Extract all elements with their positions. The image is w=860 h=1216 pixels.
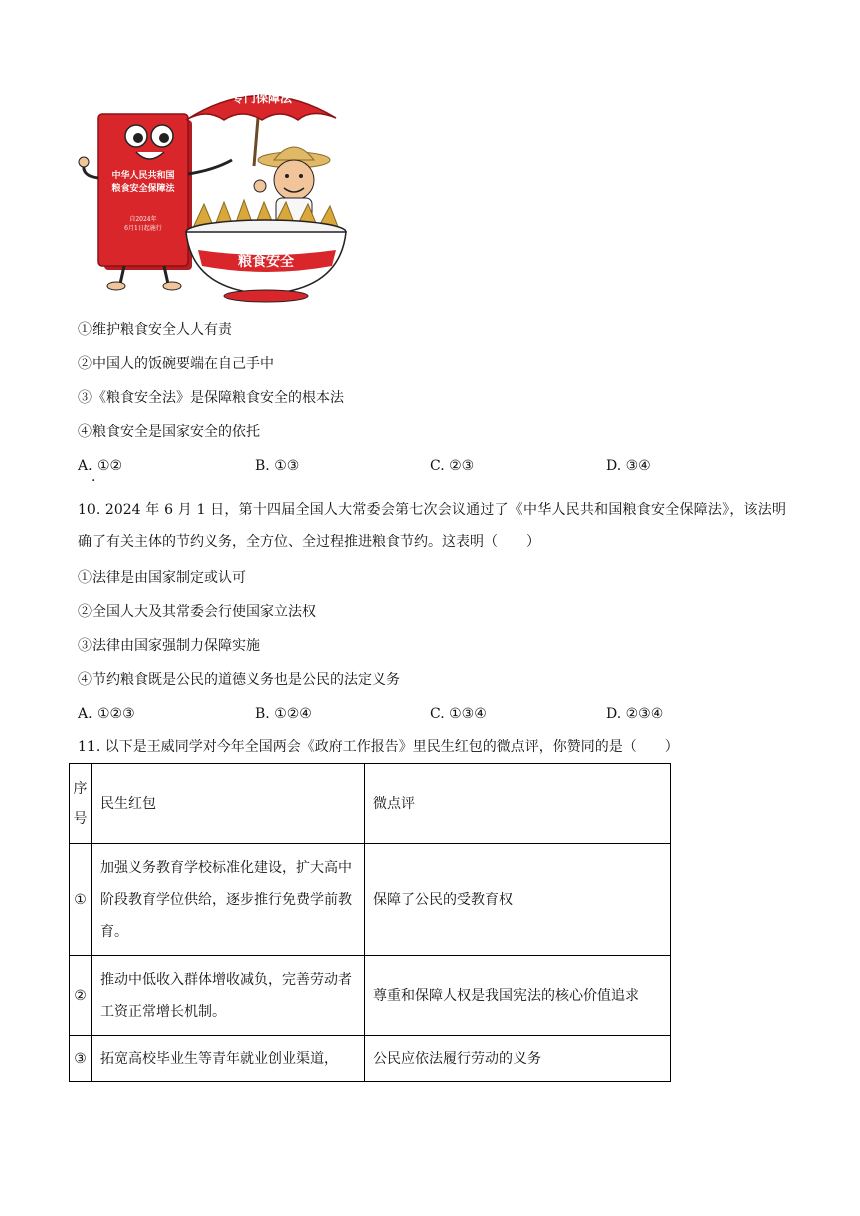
q11-table <box>69 763 671 1082</box>
bowl-text: 粮食安全 <box>238 254 294 270</box>
q10-stem: 10. 2024 年 6 月 1 日，第十四届全国人大常委会第七次会议通过了《中华人民共和国粮食安全保障法》，该法明确了有关主体的节约义务，全方位、全过程推进粮食节约。这表明（ ） <box>78 502 786 550</box>
q9-option-c[interactable]: C. ②③ <box>430 458 475 474</box>
row-number: ② <box>70 956 92 1036</box>
header-number: 序号 <box>70 764 92 844</box>
q9-statement-2: ②中国人的饭碗要端在自己手中 <box>78 356 274 372</box>
row-comment: 保障了公民的受教育权 <box>365 844 671 956</box>
book-title-line2: 粮食安全保障法 <box>111 184 175 194</box>
q9-option-b[interactable]: B. ①③ <box>255 458 300 474</box>
row-item: 拓宽高校毕业生等青年就业创业渠道， <box>92 1036 365 1082</box>
food-security-cartoon <box>74 78 352 304</box>
q10-statement-3: ③法律由国家强制力保障实施 <box>78 638 260 654</box>
table-row <box>70 956 671 1036</box>
q10-option-b[interactable]: B. ①②④ <box>255 706 312 722</box>
q10-option-c[interactable]: C. ①③④ <box>430 706 487 722</box>
q10-statement-4: ④节约粮食既是公民的道德义务也是公民的法定义务 <box>78 672 400 688</box>
q9-statement-1: ①维护粮食安全人人有责 <box>78 322 232 338</box>
table-header-row <box>70 764 671 844</box>
q10-statement-2: ②全国人大及其常委会行使国家立法权 <box>78 604 316 620</box>
q9-option-a[interactable]: A. ①② <box>78 458 123 474</box>
book-date-line1: 自2024年 <box>129 216 157 223</box>
q10-option-a[interactable]: A. ①②③ <box>78 706 135 722</box>
row-comment: 尊重和保障人权是我国宪法的核心价值追求 <box>365 956 671 1036</box>
row-number: ① <box>70 844 92 956</box>
q11-stem: 11. 以下是王威同学对今年全国两会《政府工作报告》里民生红包的微点评，你赞同的是（ ） <box>78 739 679 755</box>
q10-option-d[interactable]: D. ②③④ <box>606 706 664 722</box>
row-item: 推动中低收入群体增收减负，完善劳动者工资正常增长机制。 <box>92 956 365 1036</box>
book-date-line2: 6月1日起施行 <box>124 225 162 232</box>
q9-statement-4: ④粮食安全是国家安全的依托 <box>78 424 260 440</box>
row-comment: 公民应依法履行劳动的义务 <box>365 1036 671 1082</box>
table-row <box>70 1036 671 1082</box>
row-number: ③ <box>70 1036 92 1082</box>
grain-bowl <box>186 220 346 302</box>
book-title-line1: 中华人民共和国 <box>111 171 175 181</box>
header-item: 民生红包 <box>92 764 365 844</box>
header-comment: 微点评 <box>365 764 671 844</box>
umbrella-text: 专门保障法 <box>231 91 293 105</box>
q9-statement-3: ③《粮食安全法》是保障粮食安全的根本法 <box>78 390 344 406</box>
table-row <box>70 844 671 956</box>
emphasis-dot: · <box>91 473 96 489</box>
row-item: 加强义务教育学校标准化建设，扩大高中阶段教育学位供给，逐步推行免费学前教育。 <box>92 844 365 956</box>
q10-statement-1: ①法律是由国家制定或认可 <box>78 570 246 586</box>
q9-option-d[interactable]: D. ③④ <box>606 458 651 474</box>
